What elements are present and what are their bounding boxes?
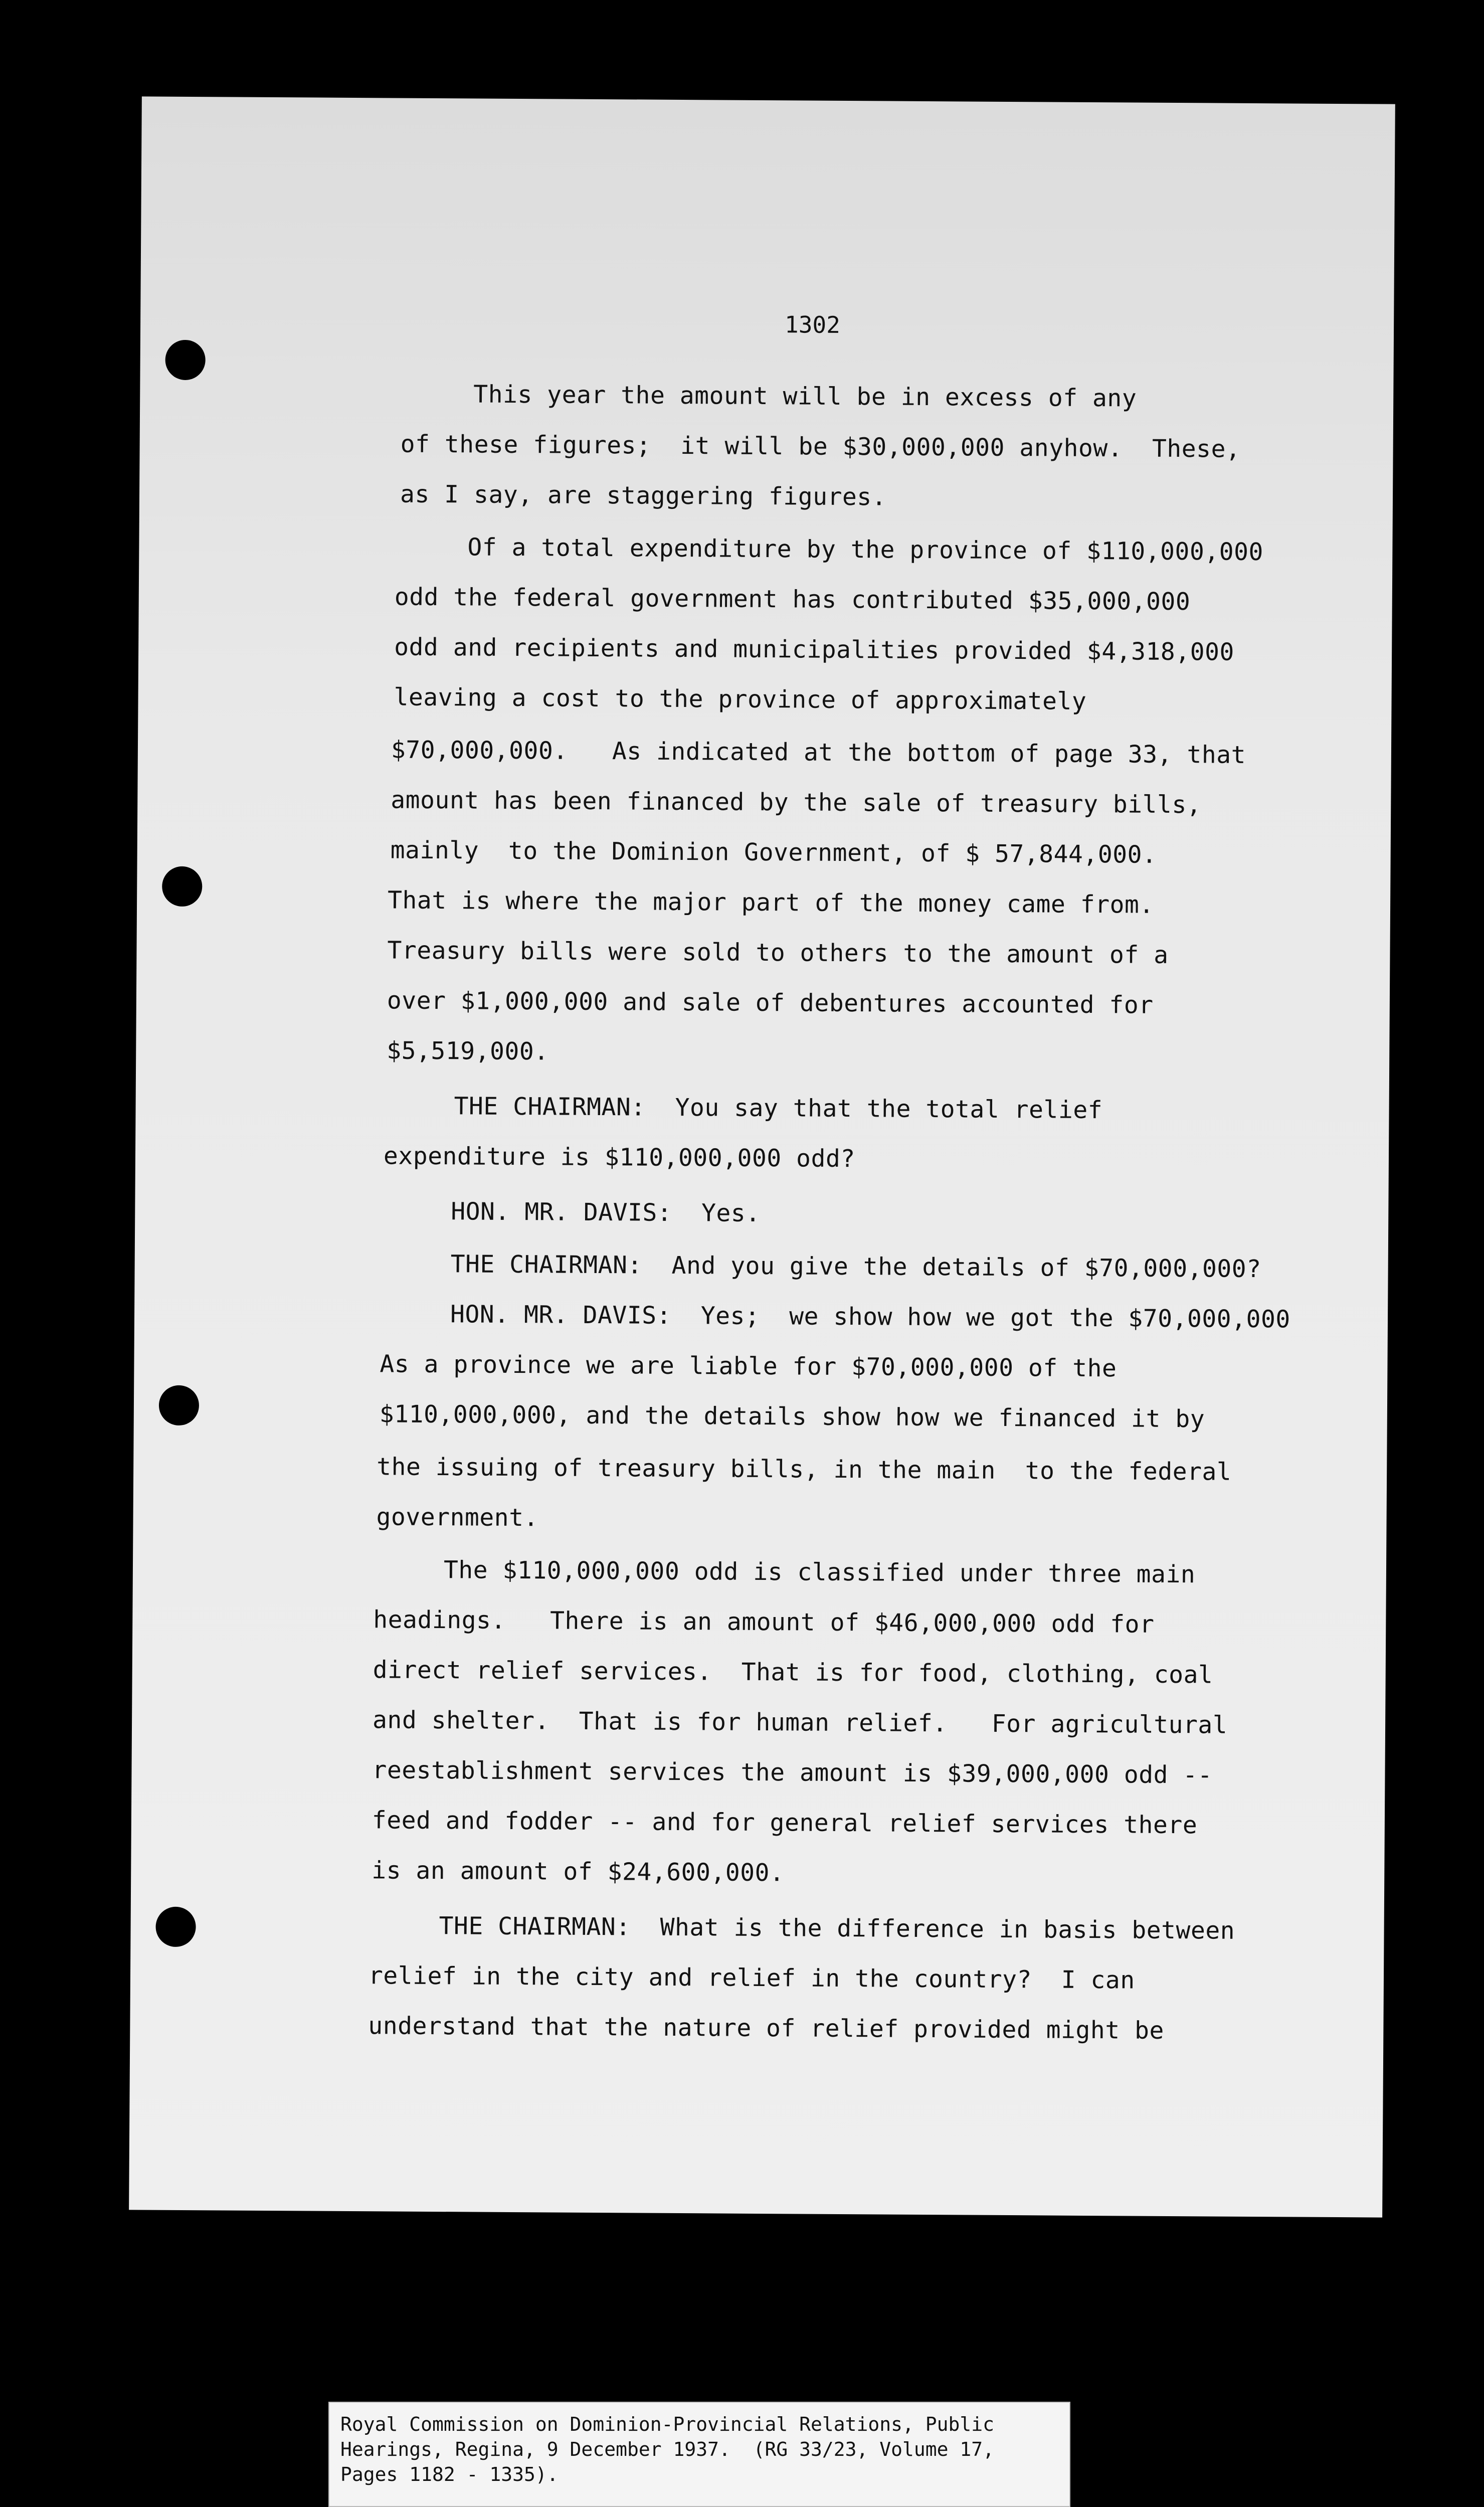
text-line: THE CHAIRMAN: You say that the total relief: [454, 1092, 1103, 1125]
text-line: reestablishment services the amount is $39,000,000 odd --: [372, 1756, 1213, 1789]
text-line: is an amount of $24,600,000.: [372, 1856, 785, 1887]
text-line: THE CHAIRMAN: And you give the details of $70,000,000?: [450, 1250, 1261, 1284]
text-line: HON. MR. DAVIS: Yes; we show how we got the $70,000,000: [450, 1300, 1290, 1334]
text-line: headings. There is an amount of $46,000,000 odd for: [373, 1605, 1155, 1639]
text-line: As a province we are liable for $70,000,000 of the: [380, 1350, 1117, 1383]
text-line: over $1,000,000 and sale of debentures accounted for: [387, 986, 1154, 1019]
label-line: Pages 1182 - 1335).: [340, 2463, 559, 2485]
text-line: mainly to the Dominion Government, of $ 57,844,000.: [390, 836, 1157, 869]
text-line: HON. MR. DAVIS: Yes.: [451, 1197, 761, 1227]
text-line: This year the amount will be in excess of any: [473, 380, 1137, 413]
text-line: as I say, are staggering figures.: [400, 480, 887, 511]
archive-reference-label: [328, 2402, 1070, 2507]
text-line: $5,519,000.: [387, 1036, 549, 1066]
text-line: relief in the city and relief in the country? I can: [368, 1961, 1135, 1995]
label-line: Hearings, Regina, 9 December 1937. (RG 33/23, Volume 17,: [340, 2438, 995, 2460]
text-line: odd the federal government has contributed $35,000,000: [394, 583, 1191, 616]
text-line: THE CHAIRMAN: What is the difference in basis between: [439, 1912, 1235, 1945]
text-line: Treasury bills were sold to others to the amount of a: [387, 936, 1169, 969]
transcript-text: [129, 96, 1395, 2217]
text-line: amount has been financed by the sale of treasury bills,: [391, 786, 1202, 819]
text-line: That is where the major part of the money came from.: [387, 886, 1154, 919]
text-line: government.: [376, 1503, 539, 1532]
text-line: leaving a cost to the province of approximately: [394, 683, 1087, 715]
page-number: 1302: [784, 311, 841, 338]
text-line: the issuing of treasury bills, in the main to the federal: [377, 1453, 1232, 1486]
text-line: expenditure is $110,000,000 odd?: [383, 1142, 855, 1173]
text-line: direct relief services. That is for food, clothing, coal: [373, 1656, 1213, 1689]
text-line: Of a total expenditure by the province of $110,000,000: [467, 533, 1264, 567]
text-line: $110,000,000, and the details show how we financed it by: [379, 1400, 1205, 1434]
text-line: of these figures; it will be $30,000,000 anyhow. These,: [400, 430, 1241, 463]
text-line: understand that the nature of relief provided might be: [368, 2012, 1165, 2045]
text-line: and shelter. That is for human relief. For agricultural: [372, 1706, 1228, 1739]
text-line: $70,000,000. As indicated at the bottom of page 33, that: [391, 736, 1246, 769]
label-line: Royal Commission on Dominion-Provincial Relations, Public: [340, 2413, 995, 2435]
text-line: The $110,000,000 odd is classified under three main: [443, 1556, 1196, 1589]
text-line: odd and recipients and municipalities provided $4,318,000: [394, 633, 1235, 666]
text-line: feed and fodder -- and for general relief services there: [372, 1806, 1198, 1840]
document-page: [129, 96, 1395, 2217]
